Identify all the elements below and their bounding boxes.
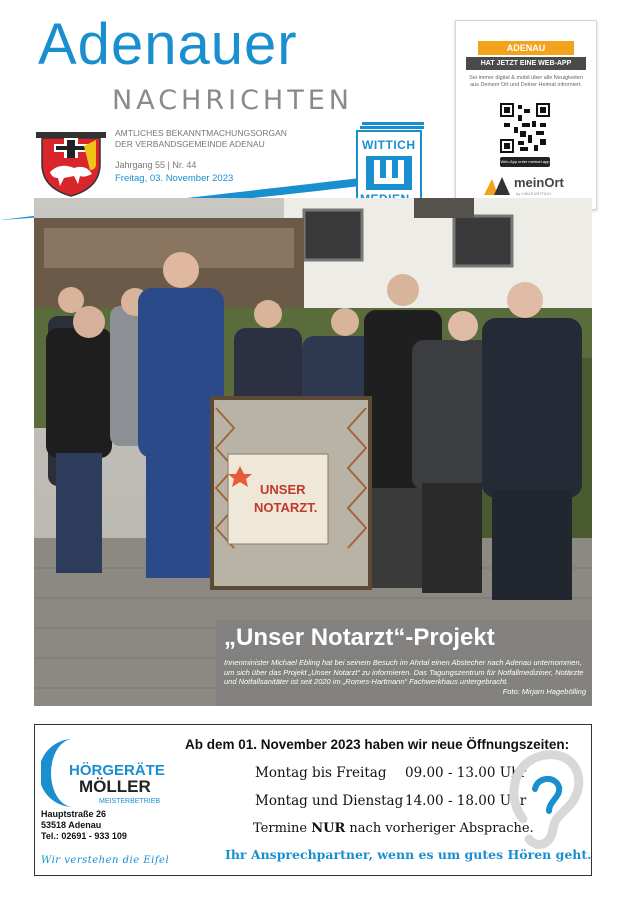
webapp-text: Sei immer digital & mobil über alle Neuigkeiten aus Deinem Ort und Deiner Heimat informiert. bbox=[469, 75, 583, 88]
hearing-aid-advertisement[interactable] bbox=[34, 724, 592, 876]
logo-text-top: WITTICH bbox=[362, 138, 416, 152]
ad-address bbox=[41, 809, 127, 842]
hours-row-1-days: Montag bis Freitag bbox=[255, 765, 387, 781]
issue-date: Freitag, 03. November 2023 bbox=[115, 173, 234, 184]
note-prefix: Termine bbox=[253, 821, 312, 836]
newspaper-subtitle: NACHRICHTEN bbox=[112, 85, 353, 116]
hoergeraete-moeller-logo bbox=[41, 735, 181, 811]
ear-icon bbox=[503, 749, 587, 853]
logo-stripe bbox=[360, 126, 424, 129]
webapp-headline: HAT JETZT EINE WEB-APP bbox=[466, 57, 586, 70]
meinort-logo-subtext: by LINUS WITTICH bbox=[516, 191, 551, 196]
hours-row-2-days: Montag und Dienstag bbox=[255, 793, 404, 809]
address-phone: Tel.: 02691 - 933 109 bbox=[41, 831, 127, 841]
photo-credit: Foto: Mirjam Hagebölling bbox=[502, 687, 586, 696]
logo-text-hoer: HÖRGERÄTE bbox=[69, 762, 165, 779]
address-street: Hauptstraße 26 bbox=[41, 809, 107, 819]
meinort-logo-icon bbox=[484, 173, 510, 195]
webapp-brand: ADENAU bbox=[478, 41, 574, 55]
newspaper-title: Adenauer bbox=[38, 12, 298, 77]
w-mark-icon bbox=[366, 156, 412, 190]
hours-row-2-time: 14.00 - 18.00 Uhr bbox=[405, 793, 527, 809]
logo-text-meisterbetrieb: MEISTERBETRIEB bbox=[99, 798, 161, 805]
hours-row-1-time: 09.00 - 13.00 Uhr bbox=[405, 765, 527, 781]
qr-code-icon[interactable] bbox=[500, 103, 550, 153]
appointment-note bbox=[253, 821, 534, 836]
ad-headline: Ab dem 01. November 2023 haben wir neue Öffnungszeiten: bbox=[185, 737, 570, 752]
ad-slogan: Wir verstehen die Eifel bbox=[41, 855, 170, 866]
issue-number: Jahrgang 55 | Nr. 44 bbox=[115, 160, 197, 170]
coat-of-arms-icon bbox=[34, 124, 108, 198]
official-organ-text bbox=[115, 128, 345, 150]
note-suffix: nach vorheriger Absprache. bbox=[345, 821, 534, 836]
logo-stripe bbox=[362, 122, 424, 125]
ad-contact-line: Ihr Ansprechpartner, wenn es um gutes Hören geht. bbox=[225, 847, 592, 862]
sign-line-1: UNSER bbox=[260, 482, 306, 497]
cover-caption-text: Innenminister Michael Ebling hat bei seinem Besuch im Ahrtal einen Abstecher nach Adenau unternommen, um sich über das Projekt „Unser Notarzt“ zu informieren. Das Tagungszentrum für Notfallmediziner, Notärzte und Notfallsanitäter ist seit 2020 im „Romes-Hartmann“ Fachwerkhaus untergebracht. bbox=[224, 658, 584, 687]
sign-line-2: NOTARZT. bbox=[254, 500, 318, 515]
address-city: 53518 Adenau bbox=[41, 820, 102, 830]
note-bold: NUR bbox=[311, 821, 346, 836]
org-line-2: DER VERBANDSGEMEINDE ADENAU bbox=[115, 139, 265, 149]
meinort-logo-text: meinOrt bbox=[514, 175, 564, 190]
org-line-1: AMTLICHES BEKANNTMACHUNGSORGAN bbox=[115, 128, 287, 138]
cover-headline: „Unser Notarzt“-Projekt bbox=[224, 624, 495, 651]
cover-caption bbox=[216, 620, 592, 706]
wittich-medien-logo bbox=[356, 122, 424, 208]
webapp-store-badge[interactable]: Web-App unter meinort.app bbox=[500, 157, 550, 167]
logo-text-moeller: MÖLLER bbox=[79, 777, 151, 796]
webapp-promo-card[interactable] bbox=[455, 20, 597, 210]
